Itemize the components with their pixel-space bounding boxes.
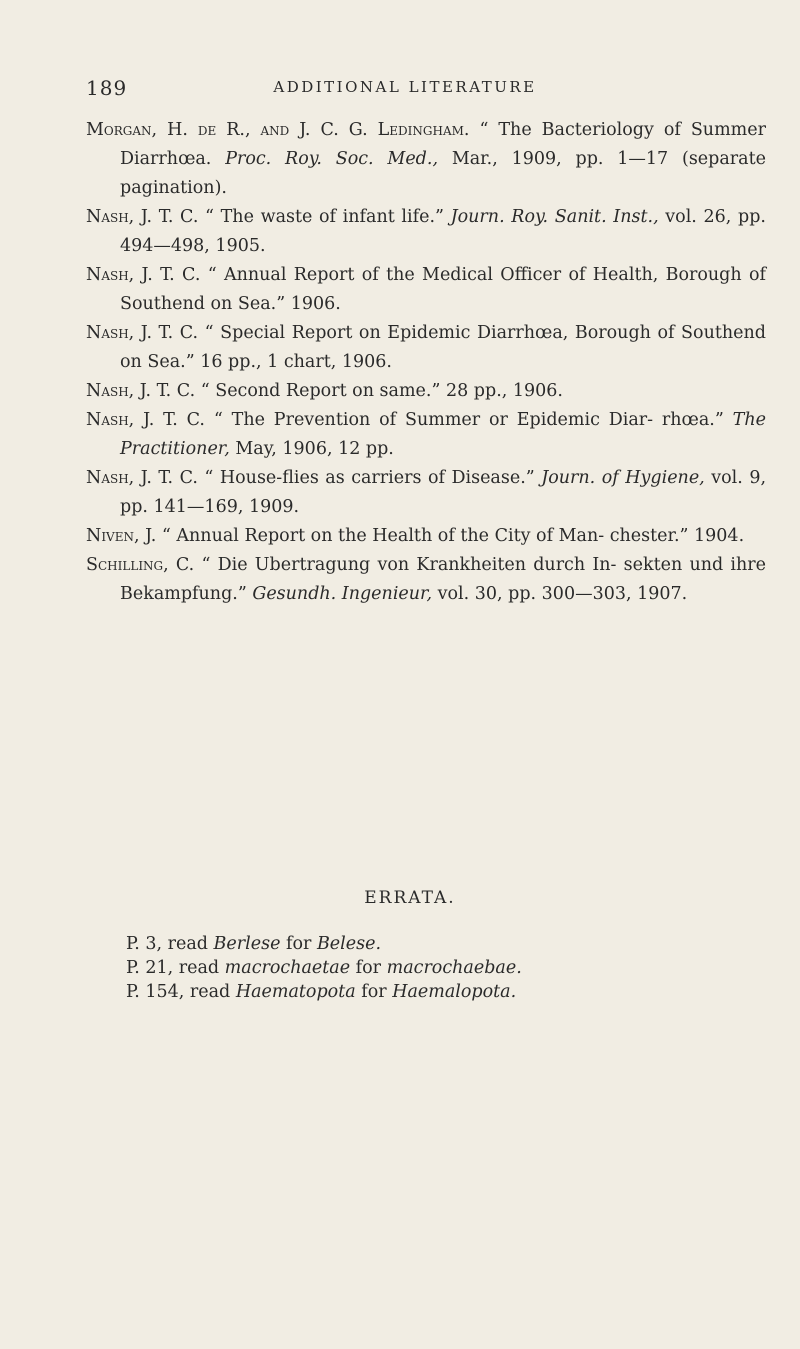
erratum-item: [126, 980, 746, 1004]
reference-entry: [86, 464, 766, 522]
reference-details: vol. 9, pp. 141—169, 1909.: [120, 468, 767, 517]
reference-details: vol. 26, pp. 494—498, 1905.: [120, 207, 766, 256]
reference-journal: Journ. of Hygiene,: [541, 468, 705, 488]
reference-entry: [86, 319, 766, 377]
reference-author: Nash, J. T. C.: [86, 323, 199, 343]
erratum-wrong: Haemalopota.: [392, 982, 517, 1002]
erratum-page: P. 154,: [126, 982, 185, 1002]
reference-entry: [86, 261, 766, 319]
reference-text: “ The waste of infant life.”: [198, 207, 451, 227]
running-head: ADDITIONAL LITERATURE: [273, 78, 537, 96]
reference-text: “ Die Ubertragung von Krankheiten durch In- sekten und ihre Bekampfung.”: [120, 555, 767, 604]
errata-title: ERRATA.: [364, 888, 456, 908]
reference-details: vol. 30, pp. 300—303, 1907.: [432, 584, 688, 604]
reference-entry: [86, 551, 766, 609]
reference-entry: [86, 377, 766, 406]
reference-entry: [86, 203, 766, 261]
reference-list: [86, 116, 766, 609]
erratum-page: P. 21,: [126, 958, 174, 978]
erratum-for: for: [355, 982, 393, 1002]
reference-text: “ Second Report on same.” 28 pp., 1906.: [195, 381, 563, 401]
erratum-correct: Haematopota: [235, 982, 356, 1002]
erratum-correct: Berlese: [213, 934, 281, 954]
erratum-wrong: Belese.: [316, 934, 382, 954]
reference-text: “ Special Report on Epidemic Diarrhœa, Borough of Southend on Sea.” 16 pp., 1 chart, 1906.: [120, 323, 766, 372]
reference-journal: The Practitioner,: [120, 410, 766, 459]
reference-entry: [86, 406, 766, 464]
reference-details: Mar., 1909, pp. 1—17 (separate pagination).: [120, 149, 766, 198]
page-number: 189: [86, 76, 128, 100]
reference-entry: [86, 522, 766, 551]
reference-text: “ Annual Report of the Medical Officer of Health, Borough of Southend on Sea.” 1906.: [120, 265, 766, 314]
reference-journal: Proc. Roy. Soc. Med.,: [225, 149, 439, 169]
reference-author: Nash, J. T. C.: [86, 265, 201, 285]
reference-author: Niven, J.: [86, 526, 157, 546]
reference-author: Schilling, C.: [86, 555, 195, 575]
erratum-read: read: [162, 934, 214, 954]
reference-text: “ Annual Report on the Health of the City of Man- chester.” 1904.: [156, 526, 745, 546]
errata-list: [126, 932, 746, 1004]
erratum-for: for: [350, 958, 387, 978]
reference-author: Nash, J. T. C.: [86, 410, 205, 430]
reference-entry: [86, 116, 766, 203]
reference-author: Nash, J. T. C.: [86, 207, 199, 227]
reference-author: Morgan, H. de R., and J. C. G. Ledingham.: [86, 120, 470, 140]
reference-details: May, 1906, 12 pp.: [229, 439, 394, 459]
reference-author: Nash, J. T. C.: [86, 468, 198, 488]
erratum-read: read: [184, 982, 236, 1002]
reference-text: “ The Prevention of Summer or Epidemic Diar- rhœa.”: [205, 410, 733, 430]
erratum-item: [126, 956, 746, 980]
reference-author: Nash, J. T. C.: [86, 381, 196, 401]
erratum-for: for: [280, 934, 317, 954]
reference-journal: Journ. Roy. Sanit. Inst.,: [450, 207, 659, 227]
erratum-wrong: macrochaebae.: [386, 958, 522, 978]
erratum-correct: macrochaetae: [224, 958, 351, 978]
reference-text: “ House-flies as carriers of Disease.”: [197, 468, 542, 488]
erratum-read: read: [173, 958, 225, 978]
reference-text: “ The Bacteriology of Summer Diarrhœa.: [120, 120, 766, 169]
erratum-item: [126, 932, 746, 956]
reference-journal: Gesundh. Ingenieur,: [252, 584, 433, 604]
erratum-page: P. 3,: [126, 934, 163, 954]
